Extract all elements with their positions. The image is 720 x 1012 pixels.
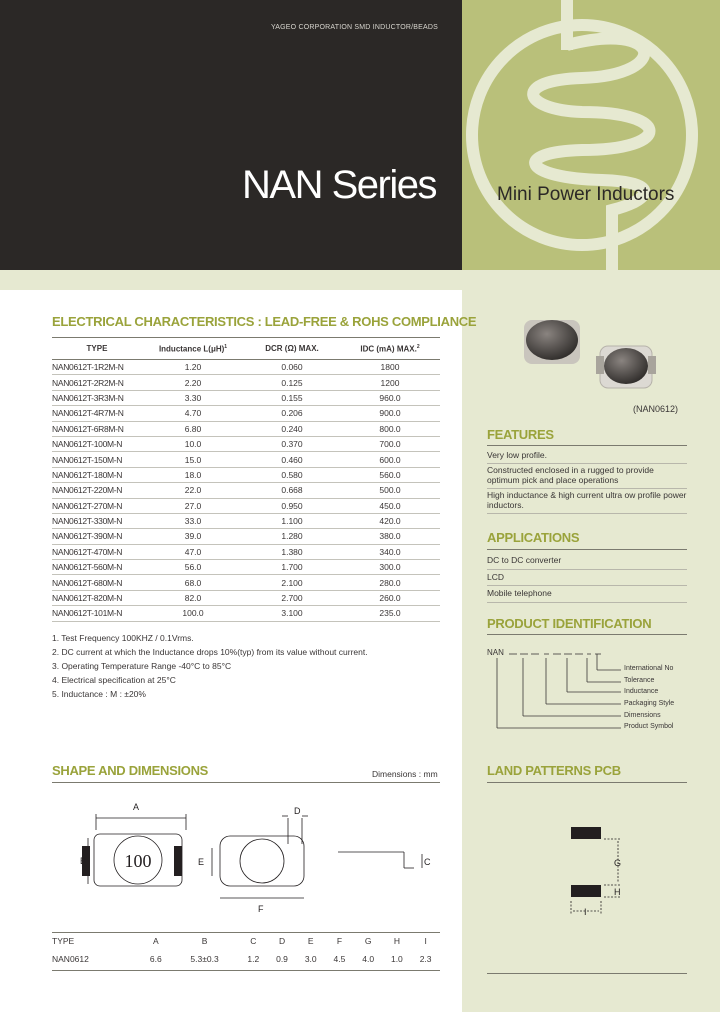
dimensions-header-row [52,933,440,949]
product-id-title: PRODUCT IDENTIFICATION [487,616,652,631]
land-letter-g: G [614,858,622,868]
table-row [52,436,440,451]
table-cell: 420.0 [340,513,440,528]
table-cell: 600.0 [340,452,440,467]
table-row [52,575,440,590]
table-cell: 800.0 [340,421,440,436]
pid-label: Product Symbol [624,723,674,730]
table-cell: 700.0 [340,436,440,451]
note: 3. Operating Temperature Range -40°C to 85°C [52,661,232,671]
dim-header-cell: TYPE [52,933,141,949]
dim-header-cell: A [141,933,170,949]
dim-cell: NAN0612 [52,949,141,971]
table-row [52,590,440,605]
dim-cell: 2.3 [411,949,440,971]
table-cell: 3.30 [142,390,244,405]
features-list [487,449,687,514]
divider [487,549,687,550]
table-cell: NAN0612T-2R2M-N [52,375,142,390]
dim-letter-a: A [132,802,140,812]
table-cell: 1.100 [244,513,340,528]
table-row [52,513,440,528]
table-cell: 0.370 [244,436,340,451]
dim-letter-c: C [424,857,431,867]
table-cell: NAN0612T-4R7M-N [52,406,142,421]
table-cell: 0.460 [244,452,340,467]
header-strip [0,270,720,290]
table-cell: 560.0 [340,467,440,482]
note: 4. Electrical specification at 25°C [52,675,176,685]
land-letter-i: I [584,907,587,917]
table-cell: NAN0612T-680M-N [52,575,142,590]
table-cell: 0.668 [244,483,340,498]
electrical-header-row [52,338,440,360]
table-cell: 3.100 [244,606,340,621]
divider [487,445,687,446]
dim-header-cell: G [354,933,383,949]
table-cell: 0.580 [244,467,340,482]
table-cell: NAN0612T-101M-N [52,606,142,621]
table-row [52,544,440,559]
pid-label: Packaging Style [624,700,675,707]
dim-letter-d: D [294,806,301,816]
divider [487,634,687,635]
table-row [52,498,440,513]
pid-label: Dimensions [624,712,661,719]
table-cell: 280.0 [340,575,440,590]
photo-caption: (NAN0612) [633,404,679,414]
table-cell: 1.20 [142,360,244,375]
note: 2. DC current at which the Inductance drops 10%(typ) from its value without current. [52,647,368,657]
header-dark-panel [0,0,462,270]
table-cell: 2.20 [142,375,244,390]
dim-letter-f: F [258,904,264,914]
header-green-panel [462,0,720,270]
list-item: High inductance & high current ultra ow profile power inductors. [487,489,687,514]
table-cell: 0.125 [244,375,340,390]
list-item: Mobile telephone [487,586,687,603]
dim-header-cell: B [170,933,239,949]
table-cell: 2.100 [244,575,340,590]
table-cell: NAN0612T-220M-N [52,483,142,498]
table-cell: 0.206 [244,406,340,421]
dim-cell: 3.0 [296,949,325,971]
dimensions-row [52,949,440,971]
col-idc-header: IDC (mA) MAX.$^2$ [340,338,440,360]
table-cell: NAN0612T-330M-N [52,513,142,528]
table-cell: 900.0 [340,406,440,421]
table-cell: NAN0612T-390M-N [52,529,142,544]
table-cell: NAN0612T-560M-N [52,560,142,575]
product-photo [510,312,670,402]
table-cell: NAN0612T-180M-N [52,467,142,482]
features-title: FEATURES [487,427,554,442]
table-cell: NAN0612T-150M-N [52,452,142,467]
electrical-table [52,337,440,622]
table-cell: 100.0 [142,606,244,621]
land-letter-h: H [614,887,621,897]
dim-cell: 4.0 [354,949,383,971]
table-cell: 0.240 [244,421,340,436]
land-title: LAND PATTERNS PCB [487,763,621,778]
shape-title: SHAPE AND DIMENSIONS [52,763,209,778]
table-cell: 1.380 [244,544,340,559]
list-item: LCD [487,570,687,587]
table-cell: 6.80 [142,421,244,436]
dim-cell: 1.0 [383,949,412,971]
list-item: DC to DC converter [487,553,687,570]
table-cell: 68.0 [142,575,244,590]
dimensions-unit: Dimensions : mm [372,769,438,779]
dim-cell: 5.3±0.3 [170,949,239,971]
product-id-diagram [487,640,627,740]
col-dcr-header: DCR (Ω) MAX. [244,338,340,360]
dim-cell: 6.6 [141,949,170,971]
table-row [52,606,440,621]
dim-letter-b: B [80,856,87,866]
dim-header-cell: C [239,933,268,949]
table-row [52,529,440,544]
list-item: Constructed enclosed in a rugged to provide optimum pick and place operations [487,464,687,489]
table-cell: 1.700 [244,560,340,575]
table-row [52,375,440,390]
table-row [52,360,440,375]
note: 5. Inductance : M : ±20% [52,689,146,699]
table-cell: 56.0 [142,560,244,575]
dim-header-cell: E [296,933,325,949]
series-title: NAN Series [242,163,436,207]
dim-cell: 0.9 [268,949,297,971]
divider [487,973,687,974]
table-row [52,406,440,421]
table-cell: NAN0612T-6R8M-N [52,421,142,436]
table-cell: 0.950 [244,498,340,513]
dim-cell: 4.5 [325,949,354,971]
divider [487,782,687,783]
table-row [52,467,440,482]
dim-cell: 1.2 [239,949,268,971]
dim-letter-e: E [198,857,205,867]
series-subtitle: Mini Power Inductors [497,184,675,205]
table-row [52,560,440,575]
table-cell: 1200 [340,375,440,390]
table-cell: 10.0 [142,436,244,451]
table-cell: 1800 [340,360,440,375]
divider [52,782,440,783]
table-cell: 380.0 [340,529,440,544]
table-row [52,421,440,436]
table-cell: 22.0 [142,483,244,498]
dim-header-cell: D [268,933,297,949]
electrical-notes [52,631,368,701]
table-cell: 1.280 [244,529,340,544]
table-cell: 2.700 [244,590,340,605]
table-cell: 500.0 [340,483,440,498]
table-cell: 960.0 [340,390,440,405]
pid-label: International No [624,665,674,672]
shape-drawing [52,790,440,925]
dim-header-cell: H [383,933,412,949]
part-marking: 100 [124,851,152,871]
table-cell: NAN0612T-3R3M-N [52,390,142,405]
table-cell: 15.0 [142,452,244,467]
table-cell: 235.0 [340,606,440,621]
col-type-header: TYPE [52,338,142,360]
table-cell: 27.0 [142,498,244,513]
table-row [52,452,440,467]
note: 1. Test Frequency 100KHZ / 0.1Vrms. [52,633,194,643]
table-cell: NAN0612T-270M-N [52,498,142,513]
table-cell: NAN0612T-470M-N [52,544,142,559]
col-inductance-header: Inductance $L(\mu H)^1$ [142,338,244,360]
table-row [52,390,440,405]
table-cell: 4.70 [142,406,244,421]
table-cell: 18.0 [142,467,244,482]
table-cell: 33.0 [142,513,244,528]
list-item: Very low profile. [487,449,687,464]
electrical-title: ELECTRICAL CHARACTERISTICS : LEAD-FREE & ROHS COMPLIANCE [52,314,477,329]
applications-list [487,553,687,603]
table-cell: NAN0612T-100M-N [52,436,142,451]
table-cell: NAN0612T-1R2M-N [52,360,142,375]
product-id-prefix: NAN [487,648,504,657]
table-cell: 0.155 [244,390,340,405]
coil-logo-icon [462,0,720,270]
table-cell: 300.0 [340,560,440,575]
table-cell: 0.060 [244,360,340,375]
land-pattern-drawing [560,815,640,925]
dim-header-cell: I [411,933,440,949]
table-cell: 39.0 [142,529,244,544]
table-cell: NAN0612T-820M-N [52,590,142,605]
table-row [52,483,440,498]
table-cell: 340.0 [340,544,440,559]
table-cell: 47.0 [142,544,244,559]
company-name: YAGEO CORPORATION SMD INDUCTOR/BEADS [270,24,438,31]
table-cell: 82.0 [142,590,244,605]
pid-label: Inductance [624,688,659,695]
dim-header-cell: F [325,933,354,949]
table-cell: 450.0 [340,498,440,513]
dimensions-table [52,932,440,971]
table-cell: 260.0 [340,590,440,605]
pid-label: Tolerance [624,677,655,684]
applications-title: APPLICATIONS [487,530,580,545]
